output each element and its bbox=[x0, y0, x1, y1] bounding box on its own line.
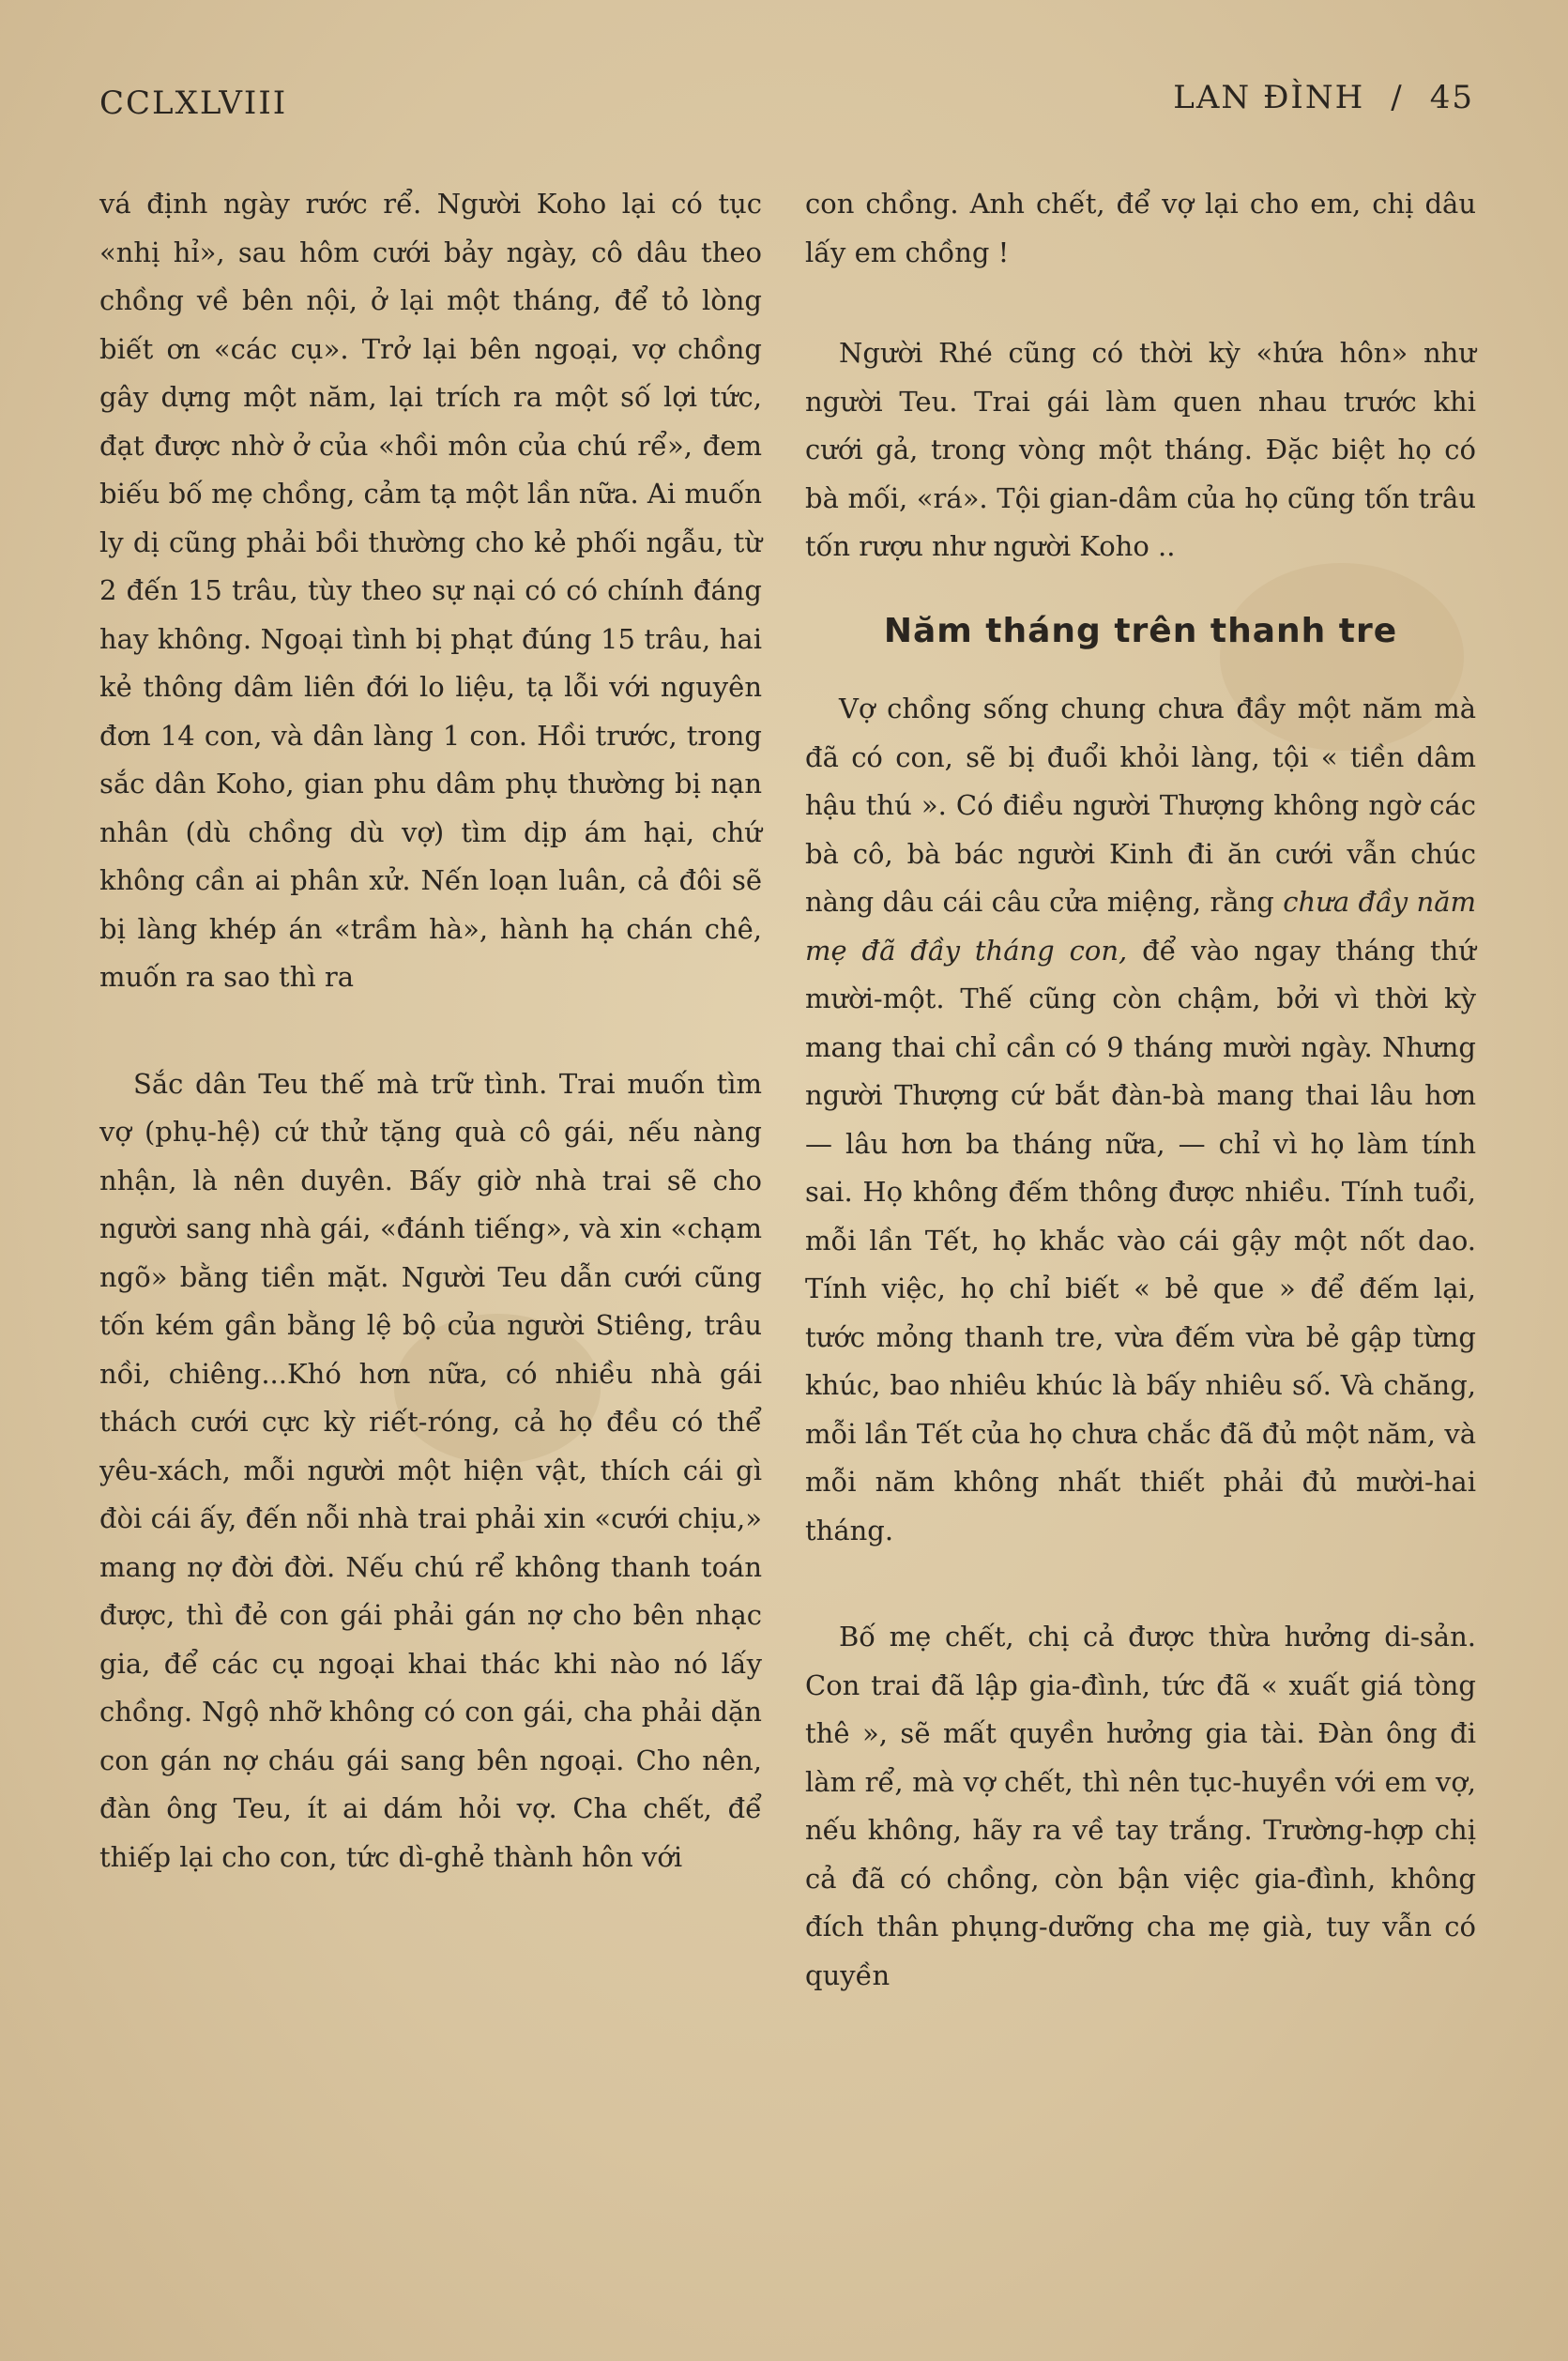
running-header-right bbox=[1173, 79, 1474, 116]
section-heading: Năm tháng trên thanh tre bbox=[883, 611, 1398, 650]
page-number: 45 bbox=[1429, 79, 1474, 116]
right-column bbox=[805, 180, 1476, 2000]
paragraph: Người Rhé cũng có thời kỳ «hứa hôn» như người Teu. Trai gái làm quen nhau trước khi cưới gả, trong vòng một tháng. Đặc biệt họ có bà mối, «rá». Tội gian-dâm của họ cũng tốn trâu tốn rượu như người Koho .. bbox=[805, 337, 1476, 562]
header-title: LAN ĐÌNH bbox=[1173, 79, 1365, 116]
paragraph-text: Vợ chồng sống chung chưa đầy một năm mà đã có con, sẽ bị đuổi khỏi làng, tội « tiền dâm hậu thú ». Có điều người Thượng không ngờ các bà cô, bà bác người Kinh đi ăn cưới vẫn chúc nàng dâu cái câu cửa miệng, rằng bbox=[805, 693, 1476, 918]
left-column bbox=[99, 180, 762, 1881]
paragraph-text: để vào ngay tháng thứ mười-một. Thế cũng còn chậm, bởi vì thời kỳ mang thai chỉ cần có 9 tháng mười ngày. Nhưng người Thượng cứ bắt đàn-bà mang thai lâu hơn — lâu hơn ba tháng nữa, — chỉ vì họ làm tính sai. Họ không đếm thông được nhiều. Tính tuổi, mỗi lần Tết, họ khắc vào cái gậy một nốt dao. Tính việc, họ chỉ biết « bẻ que » để đếm lại, tước mỏng thanh tre, vừa đếm vừa bẻ gập từng khúc, bao nhiêu khúc là bấy nhiêu số. Và chăng, mỗi lần Tết của họ chưa chắc đã đủ một năm, và mỗi năm không nhất thiết phải đủ mười-hai tháng. bbox=[805, 934, 1476, 1546]
italic-quote: chưa đầy năm mẹ đã đầy tháng con, bbox=[805, 886, 1476, 967]
running-header-left: CCLXLVIII bbox=[99, 84, 288, 122]
paragraph: vá định ngày rước rể. Người Koho lại có tục «nhị hỉ», sau hôm cưới bảy ngày, cô dâu theo chồng về bên nội, ở lại một tháng, để tỏ lòng biết ơn «các cụ». Trở lại bên ngoại, vợ chồng gây dựng một năm, lại trích ra một số lợi tức, đạt được nhờ ở của «hồi môn của chú rể», đem biếu bố mẹ chồng, cảm tạ một lần nữa. Ai muốn ly dị cũng phải bồi thường cho kẻ phối ngẫu, từ 2 đến 15 trâu, tùy theo sự nại có có chính đáng hay không. Ngoại tình bị phạt đúng 15 trâu, hai kẻ thông dâm liên đới lo liệu, tạ lỗi với nguyên đơn 14 con, và dân làng 1 con. Hồi trước, trong sắc dân Koho, gian phu dâm phụ thường bị nạn nhân (dù chồng dù vợ) tìm dịp ám hại, chứ không cần ai phân xử. Nến loạn luân, cả đôi sẽ bị làng khép án «trầm hà», hành hạ chán chê, muốn ra sao thì ra bbox=[99, 188, 762, 993]
paragraph: Bố mẹ chết, chị cả được thừa hưởng di-sản. Con trai đã lập gia-đình, tức đã « xuất giá tòng thê », sẽ mất quyền hưởng gia tài. Đàn ông đi làm rể, mà vợ chết, thì nên tục-huyền với em vợ, nếu không, hãy ra về tay trắng. Trường-hợp chị cả đã có chồng, còn bận việc gia-đình, không đích thân phụng-dưỡng cha mẹ già, tuy vẫn có quyền bbox=[805, 1621, 1476, 1991]
header-separator: / bbox=[1391, 79, 1404, 116]
paragraph: Sắc dân Teu thế mà trữ tình. Trai muốn tìm vợ (phụ-hệ) cứ thử tặng quà cô gái, nếu nàng nhận, là nên duyên. Bấy giờ nhà trai sẽ cho người sang nhà gái, «đánh tiếng», và xin «chạm ngõ» bằng tiền mặt. Người Teu dẫn cưới cũng tốn kém gần bằng lệ bộ của người Stiêng, trâu nồi, chiêng...Khó hơn nữa, có nhiều nhà gái thách cưới cực kỳ riết-róng, cả họ đều có thể yêu-xách, mỗi người một hiện vật, thích cái gì đòi cái ấy, đến nỗi nhà trai phải xin «cưới chịu,» mang nợ đời đời. Nếu chú rể không thanh toán được, thì đẻ con gái phải gán nợ cho bên nhạc gia, để các cụ ngoại khai thác khi nào nó lấy chồng. Ngộ nhỡ không có con gái, cha phải dặn con gán nợ cháu gái sang bên ngoại. Cho nên, đàn ông Teu, ít ai dám hỏi vợ. Cha chết, để thiếp lại cho con, tức dì-ghẻ thành hôn với bbox=[99, 1067, 762, 1873]
paragraph bbox=[805, 685, 1476, 1555]
paragraph: con chồng. Anh chết, để vợ lại cho em, chị dâu lấy em chồng ! bbox=[805, 188, 1476, 268]
